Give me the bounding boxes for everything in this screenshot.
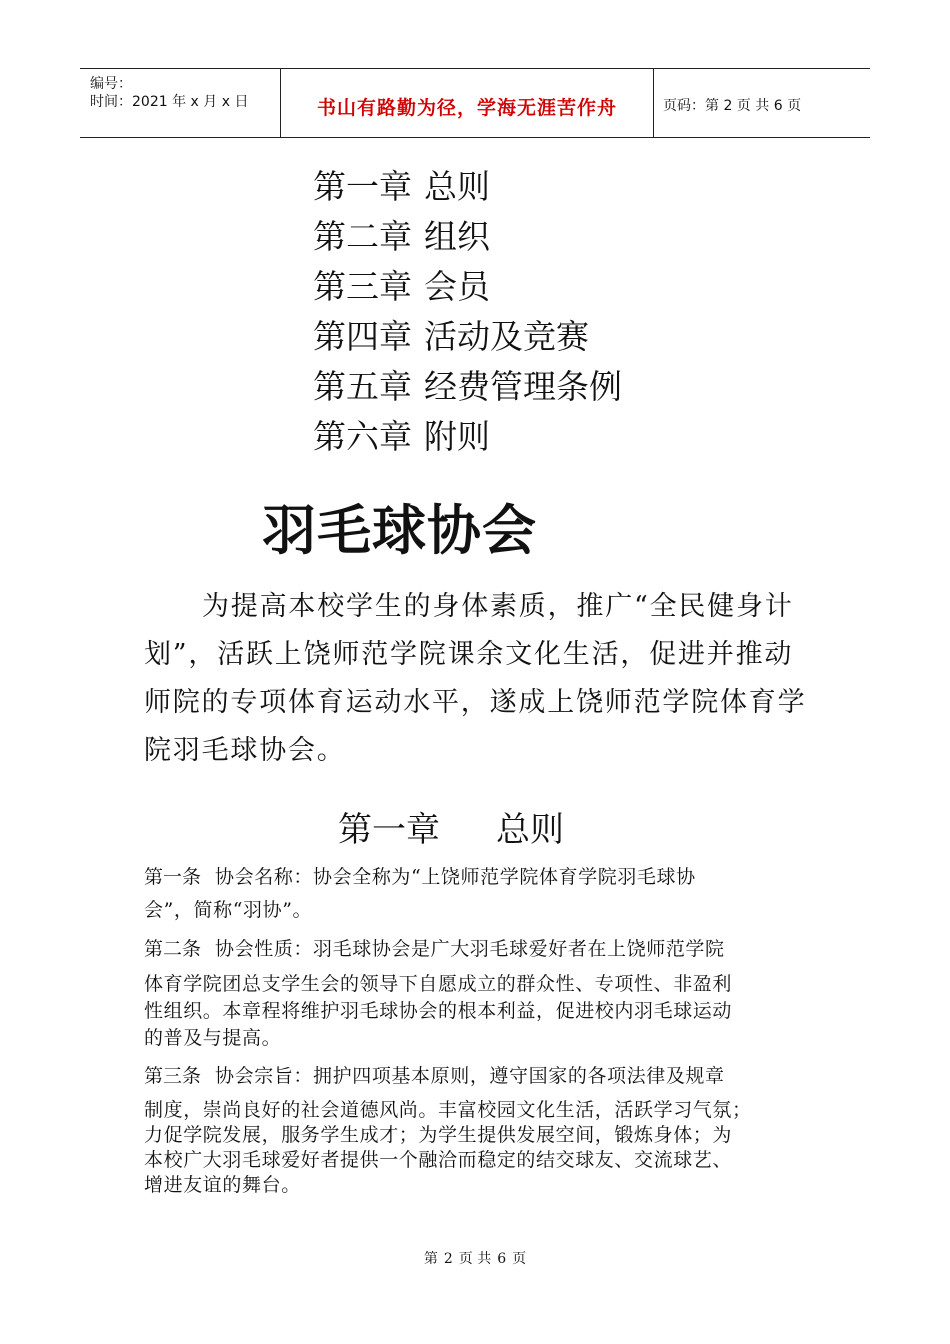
header-motto-cell <box>280 69 654 137</box>
footer-page-number: 2 <box>443 1251 453 1267</box>
article-line: 协会名称：协会全称为“上饶师范学院体育学院羽毛球协 <box>215 866 696 888</box>
chapter-number: 第一章 <box>338 810 440 850</box>
toc-chapter-title: 活动及竞赛 <box>424 317 589 356</box>
toc-chapter-number: 第五章 <box>313 367 412 406</box>
footer-suffix: 页 <box>512 1251 527 1267</box>
toc-chapter-number: 第三章 <box>313 267 412 306</box>
chapter-title: 总则 <box>496 810 564 850</box>
intro-line: 院羽毛球协会。 <box>144 735 346 766</box>
header-motto: 书山有路勤为径，学海无涯苦作舟 <box>316 97 617 119</box>
footer-mid: 页 共 <box>458 1251 492 1267</box>
toc-item <box>313 214 622 264</box>
article-line: 制度，崇尚良好的社会道德风尚。丰富校园文化生活，活跃学习气氛； <box>144 1099 752 1121</box>
article-2 <box>144 931 804 1052</box>
article-3 <box>144 1058 804 1198</box>
toc-chapter-number: 第二章 <box>313 217 412 256</box>
article-1 <box>144 861 804 927</box>
toc-item <box>313 164 622 214</box>
document-time-label: 时间：2021 年 x 月 x 日 <box>90 94 249 110</box>
article-line: 性组织。本章程将维护羽毛球协会的根本利益，促进校内羽毛球运动 <box>144 1000 733 1022</box>
toc-item <box>313 314 622 364</box>
toc-item <box>313 364 622 414</box>
toc-item <box>313 264 622 314</box>
toc-chapter-title: 会员 <box>424 267 490 306</box>
article-line: 协会性质：羽毛球协会是广大羽毛球爱好者在上饶师范学院 <box>215 938 725 960</box>
toc-chapter-number: 第四章 <box>313 317 412 356</box>
document-title: 羽毛球协会 <box>262 499 537 562</box>
article-line: 本校广大羽毛球爱好者提供一个融洽而稳定的结交球友、交流球艺、 <box>144 1149 733 1171</box>
article-line: 增进友谊的舞台。 <box>144 1174 301 1196</box>
article-line: 会”，简称“羽协”。 <box>144 899 313 921</box>
article-line: 的普及与提高。 <box>144 1027 282 1049</box>
toc-chapter-title: 总则 <box>424 167 490 206</box>
header-page-cell <box>653 69 870 137</box>
article-line: 力促学院发展，服务学生成才；为学生提供发展空间，锻炼身体；为 <box>144 1124 733 1146</box>
toc-chapter-number: 第六章 <box>313 417 412 456</box>
toc-chapter-title: 经费管理条例 <box>424 367 622 406</box>
footer-prefix: 第 <box>423 1251 438 1267</box>
article-line: 协会宗旨：拥护四项基本原则，遵守国家的各项法律及规章 <box>215 1065 725 1087</box>
article-label: 第三条 <box>144 1065 202 1087</box>
table-of-contents <box>313 164 622 464</box>
footer-total-pages: 6 <box>497 1251 507 1267</box>
toc-chapter-title: 组织 <box>424 217 490 256</box>
intro-line: 划”，活跃上饶师范学院课余文化生活，促进并推动 <box>144 639 794 670</box>
toc-chapter-title: 附则 <box>424 417 490 456</box>
page-footer <box>0 1248 950 1268</box>
toc-chapter-number: 第一章 <box>313 167 412 206</box>
header-page-info: 页码：第 2 页 共 6 页 <box>663 98 802 114</box>
intro-line: 为提高本校学生的身体素质，推广“全民健身计 <box>202 591 794 622</box>
document-number-label: 编号： <box>90 76 132 92</box>
intro-paragraph <box>144 583 814 775</box>
toc-item <box>313 414 622 464</box>
header-meta-cell <box>80 69 280 137</box>
article-line: 体育学院团总支学生会的领导下自愿成立的群众性、专项性、非盈利 <box>144 973 733 995</box>
intro-line: 师院的专项体育运动水平，遂成上饶师范学院体育学 <box>144 687 807 718</box>
article-label: 第一条 <box>144 866 202 888</box>
document-header <box>80 68 870 138</box>
article-label: 第二条 <box>144 938 202 960</box>
